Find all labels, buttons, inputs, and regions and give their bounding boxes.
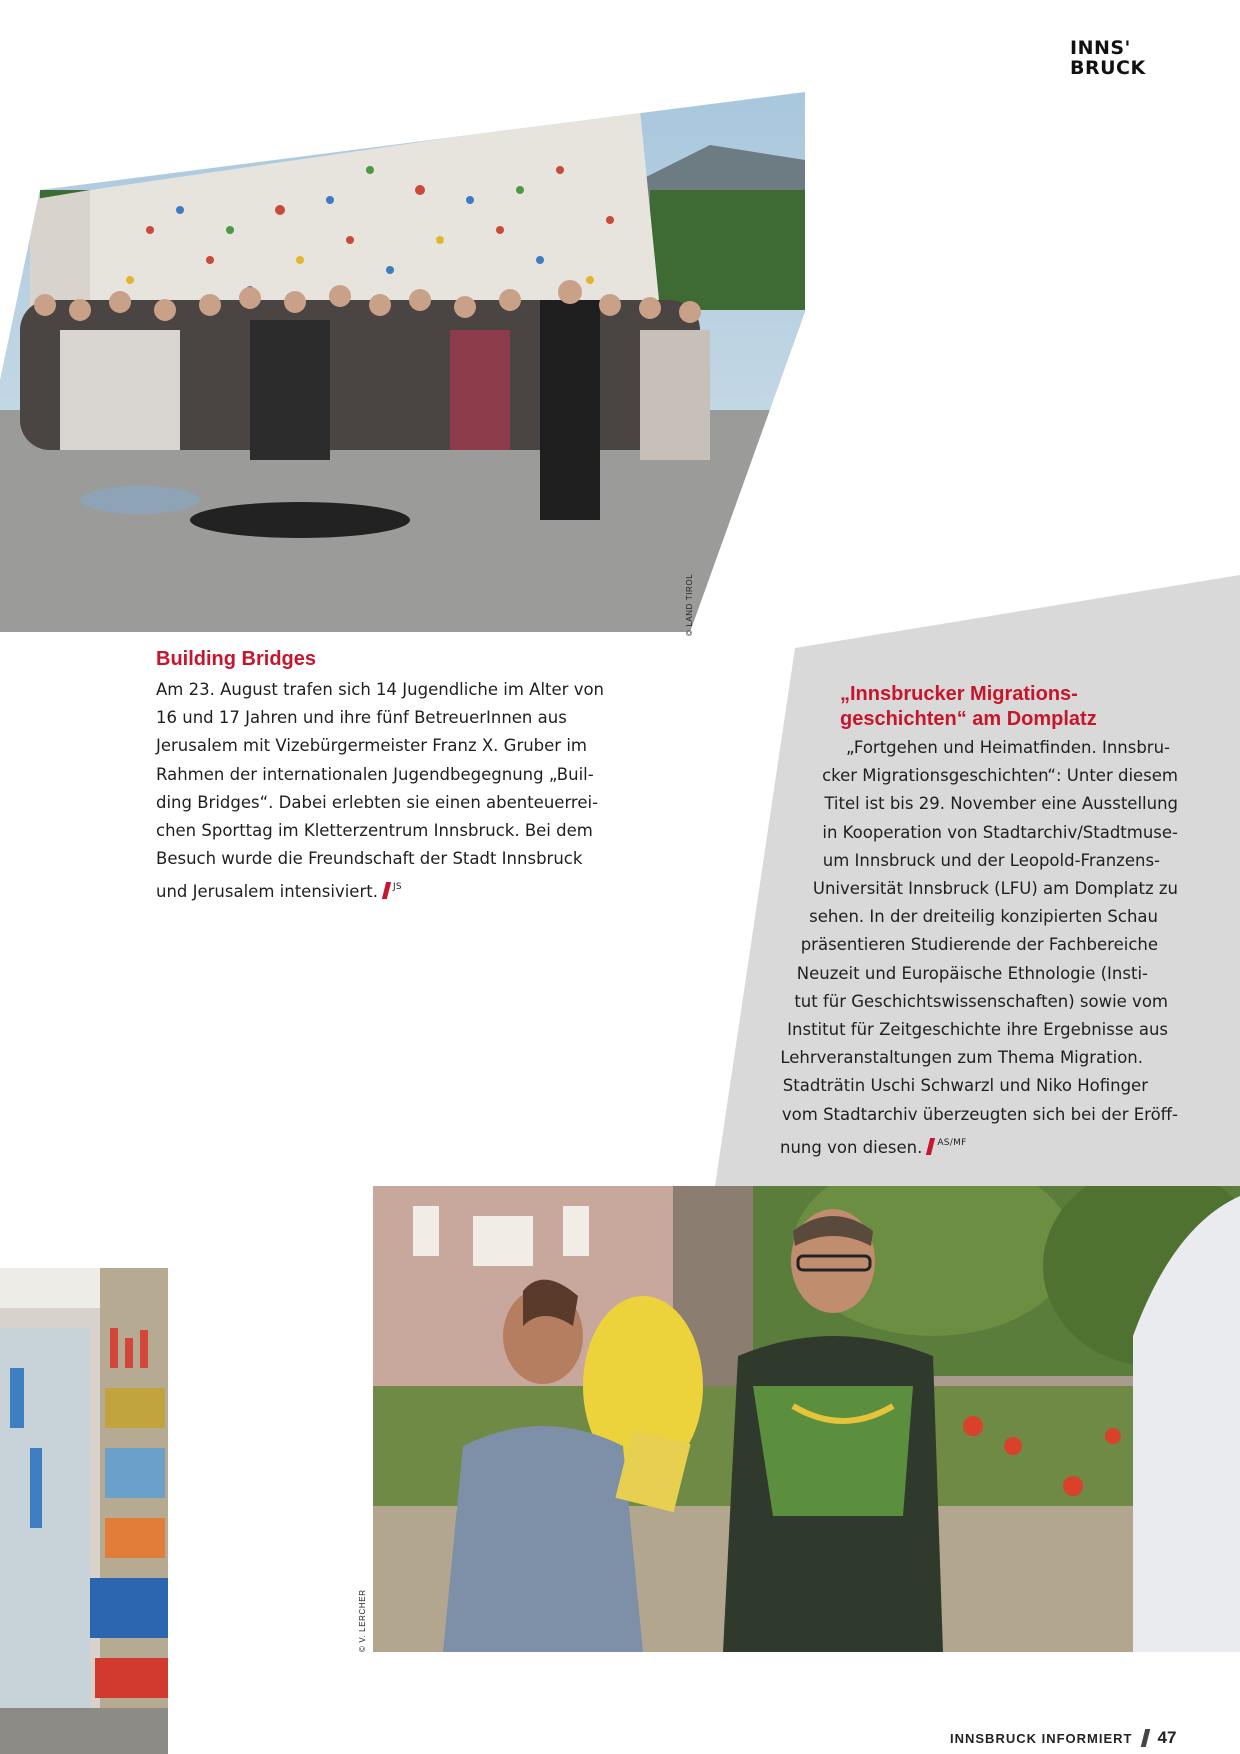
body-line: vom Stadtarchiv überzeugten sich bei der Eröff- xyxy=(781,1104,1178,1124)
body-line: cker Migrationsgeschichten“: Unter diesem xyxy=(822,766,1178,786)
body-line: Lehrveranstaltungen zum Thema Migration. xyxy=(780,1048,1143,1068)
body-line: Besuch wurde die Freundschaft der Stadt Innsbruck xyxy=(156,849,583,869)
body-line: Stadträtin Uschi Schwarzl und Niko Hofinger xyxy=(782,1076,1148,1096)
body-line: Neuzeit und Europäische Ethnologie (Insti- xyxy=(796,963,1148,983)
page-footer xyxy=(950,1728,1176,1748)
body-line-last xyxy=(156,873,616,906)
body-line: in Kooperation von Stadtarchiv/Stadtmuse- xyxy=(822,822,1178,842)
climbing-group-photo xyxy=(0,0,810,640)
body-line: um Innsbruck und der Leopold-Franzens- xyxy=(822,850,1160,870)
article-title-building-bridges: Building Bridges xyxy=(156,648,316,670)
body-line: Am 23. August trafen sich 14 Jugendliche im Alter von xyxy=(156,680,605,699)
shop-photo xyxy=(0,1268,168,1754)
body-line: Jerusalem mit Vizebürgermeister Franz X. Gruber im xyxy=(156,736,587,756)
article-body-building-bridges xyxy=(156,676,616,907)
exhibition-photo xyxy=(373,1186,1240,1652)
body-line-last xyxy=(780,1129,1178,1162)
body-line: 16 und 17 Jahren und ihre fünf BetreuerInnen aus xyxy=(156,708,567,728)
footer-slash-icon xyxy=(1140,1729,1149,1747)
body-line: tut für Geschichtswissenschaften) sowie vom xyxy=(794,991,1168,1011)
photo-credit-top: © LAND TIROL xyxy=(685,573,694,636)
body-line: Titel ist bis 29. November eine Ausstellung xyxy=(824,794,1178,814)
end-mark-icon xyxy=(382,882,391,899)
article-title-migration xyxy=(840,682,1097,732)
body-line-text: nung von diesen. xyxy=(780,1137,923,1157)
body-line: Institut für Zeitgeschichte ihre Ergebnisse aus xyxy=(787,1020,1168,1040)
body-line: chen Sporttag im Kletterzentrum Innsbruck. Bei dem xyxy=(156,821,593,841)
publication-name: INNSBRUCK INFORMIERT xyxy=(950,1730,1133,1746)
title-line-2: geschichten“ am Domplatz xyxy=(840,708,1097,730)
body-line: Universität Innsbruck (LFU) am Domplatz zu xyxy=(812,879,1178,899)
body-line: sehen. In der dreiteilig konzipierten Schau xyxy=(809,907,1158,927)
body-line: Rahmen der internationalen Jugendbegegnung „Buil- xyxy=(156,764,594,784)
body-line: „Fortgehen und Heimatfinden. Innsbru- xyxy=(845,738,1170,757)
photo-credit-bottom: © V. LERCHER xyxy=(358,1589,367,1652)
article-body-migration xyxy=(760,734,1178,1162)
logo-line-1: INNS' xyxy=(1070,37,1131,59)
logo-line-2: BRUCK xyxy=(1070,57,1146,79)
body-line: präsentieren Studierende der Fachbereiche xyxy=(800,935,1158,955)
end-mark-icon xyxy=(926,1138,935,1155)
author-signature: JS xyxy=(392,882,402,893)
page-number: 47 xyxy=(1157,1728,1177,1747)
author-signature: AS/MF xyxy=(937,1137,967,1148)
body-line-text: und Jerusalem intensiviert. xyxy=(156,882,378,902)
title-line-1: „Innsbrucker Migrations- xyxy=(840,683,1078,705)
body-line: ding Bridges“. Dabei erlebten sie einen abenteuerrei- xyxy=(156,792,599,812)
